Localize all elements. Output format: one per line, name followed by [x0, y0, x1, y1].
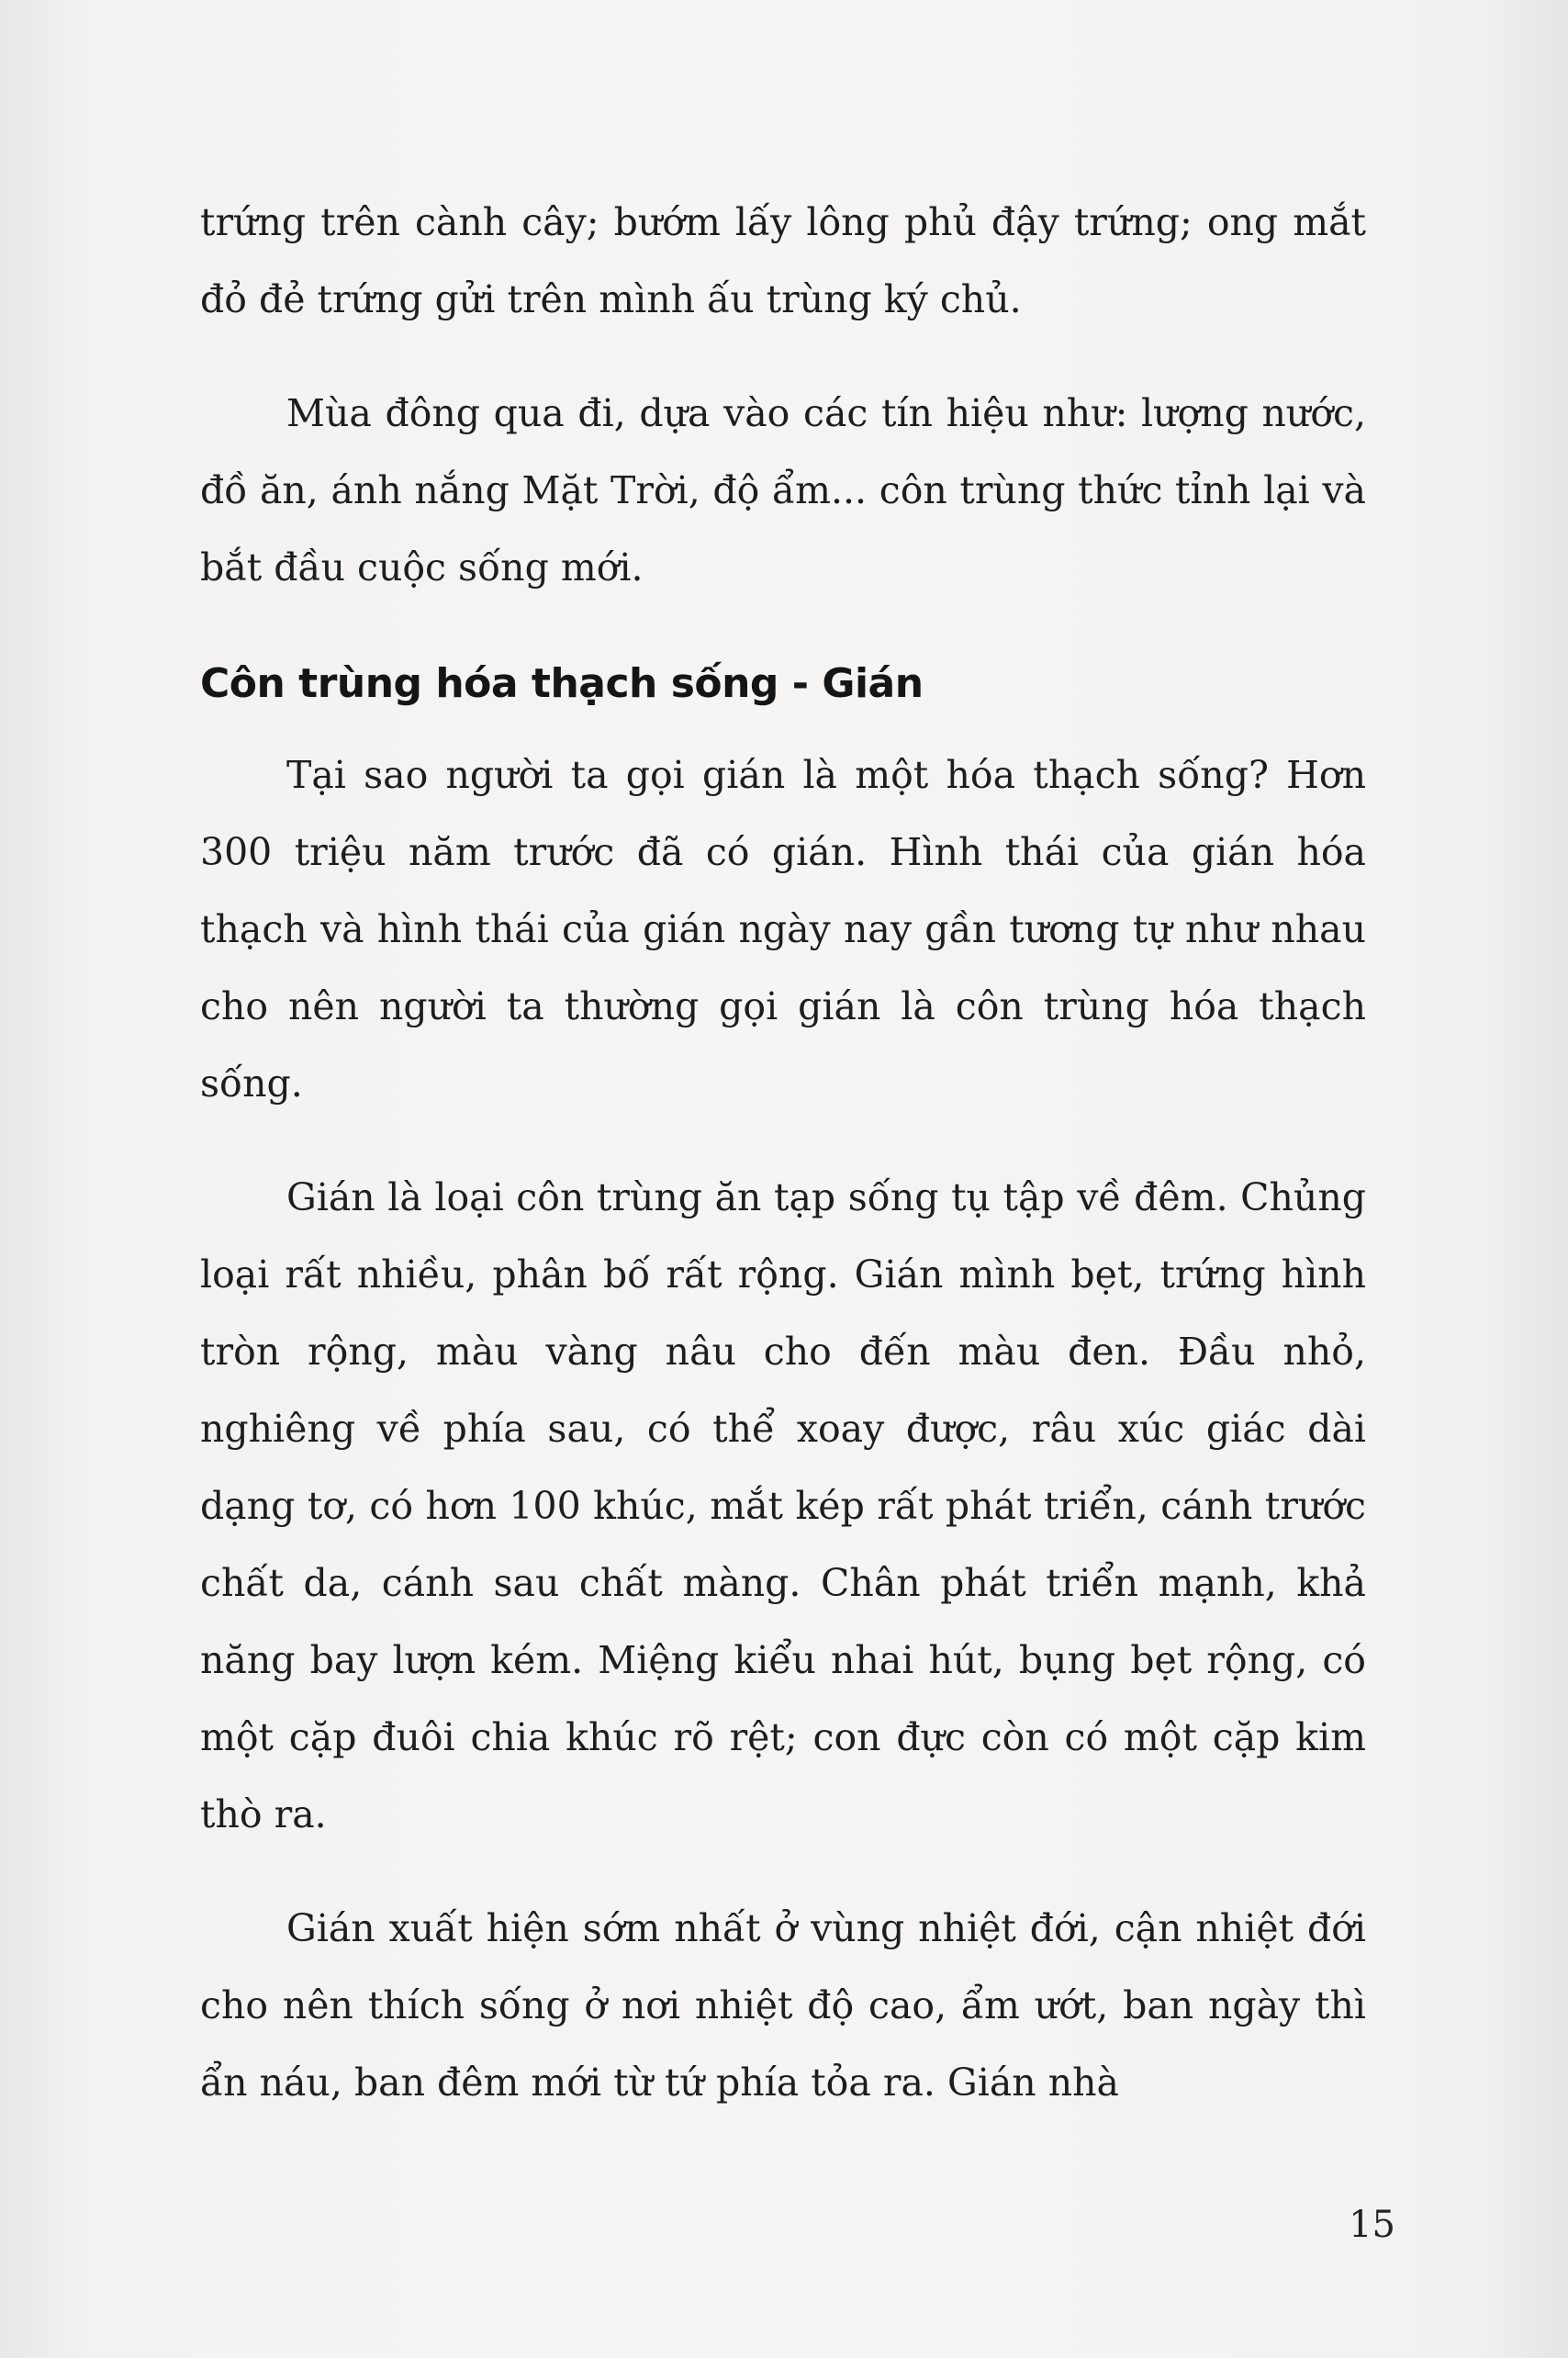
paragraph-winter: Mùa đông qua đi, dựa vào các tín hiệu như: lượng nước, đồ ăn, ánh nắng Mặt Trời, độ ẩm... côn trùng thức tỉnh lại và bắt đầu cuộc sống mới. — [200, 391, 1366, 590]
page-body — [200, 184, 1366, 2121]
paragraph-living-fossil: Tại sao người ta gọi gián là một hóa thạch sống? Hơn 300 triệu năm trước đã có gián. Hình thái của gián hóa thạch và hình thái của gián ngày nay gần tương tự như nhau cho nên người ta thường gọi gián là côn trùng hóa thạch sống. — [200, 753, 1366, 1106]
paragraph-description: Gián là loại côn trùng ăn tạp sống tụ tập về đêm. Chủng loại rất nhiều, phân bố rất rộng. Gián mình bẹt, trứng hình tròn rộng, màu vàng nâu cho đến màu đen. Đầu nhỏ, nghiêng về phía sau, có thể xoay được, râu xúc giác dài dạng tơ, có hơn 100 khúc, mắt kép rất phát triển, cánh trước chất da, cánh sau chất màng. Chân phát triển mạnh, khả năng bay lượn kém. Miệng kiểu nhai hút, bụng bẹt rộng, có một cặp đuôi chia khúc rõ rệt; con đực còn có một cặp kim thò ra. — [200, 1175, 1366, 1836]
paragraph-continuation: trứng trên cành cây; bướm lấy lông phủ đậy trứng; ong mắt đỏ đẻ trứng gửi trên mình ấu trùng ký chủ. — [200, 200, 1366, 321]
paragraph-habitat: Gián xuất hiện sớm nhất ở vùng nhiệt đới, cận nhiệt đới cho nên thích sống ở nơi nhiệt độ cao, ẩm ướt, ban ngày thì ẩn náu, ban đêm mới từ tứ phía tỏa ra. Gián nhà — [200, 1906, 1366, 2105]
section-heading: Côn trùng hóa thạch sống - Gián — [200, 660, 924, 707]
page-number: 15 — [1349, 2204, 1395, 2246]
